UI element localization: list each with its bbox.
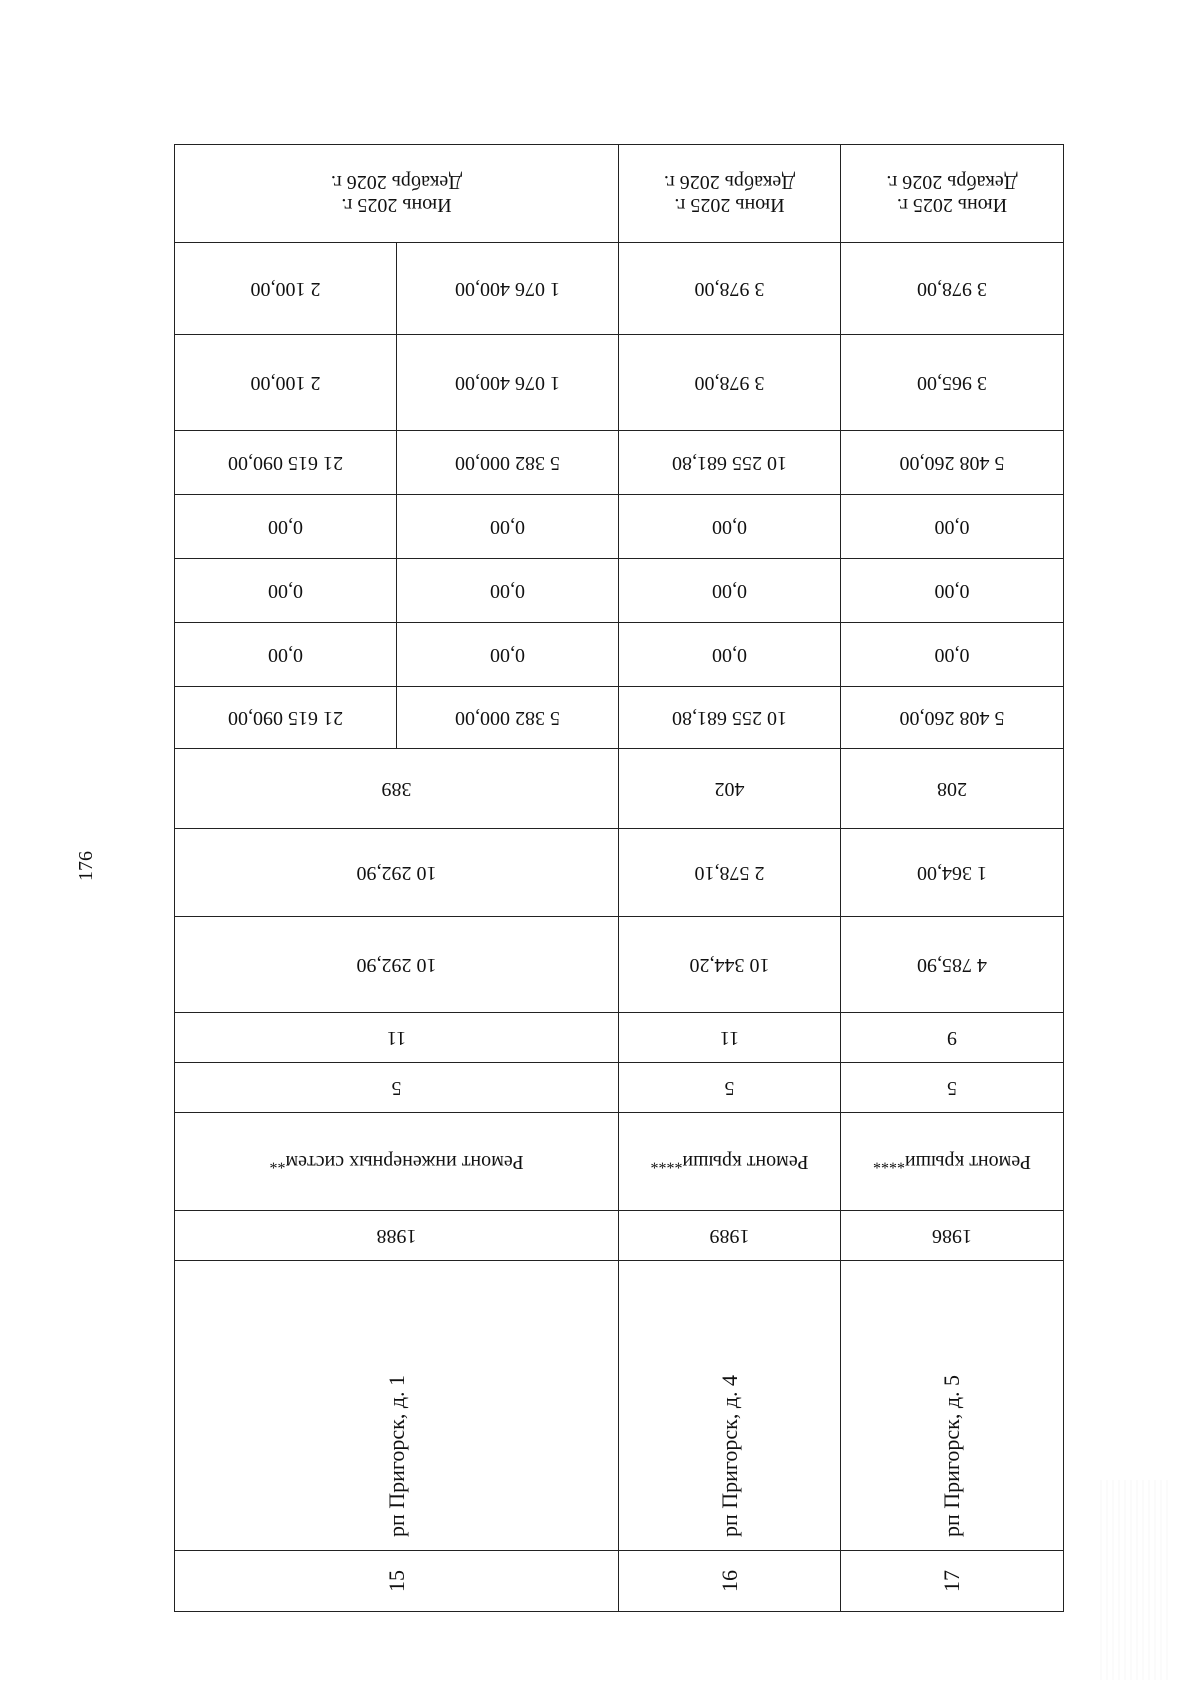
row-index: 17	[939, 1570, 964, 1592]
floors-cell	[619, 1063, 841, 1113]
period-end: Декабрь 2026 г.	[663, 171, 796, 194]
budget-region: 0,00	[712, 580, 747, 602]
budget-local-cell-a	[397, 495, 619, 559]
unit-cost-cell	[619, 335, 841, 431]
fund-cell	[841, 623, 1063, 687]
year: 1989	[709, 1225, 750, 1247]
entrances: 11	[719, 1027, 740, 1049]
area-total-cell	[175, 917, 619, 1013]
floors: 5	[947, 1077, 957, 1099]
area-total-cell	[841, 917, 1063, 1013]
limit-cell	[619, 243, 841, 335]
period-start: Июнь 2025 г.	[341, 194, 452, 217]
limit-cell-a	[397, 243, 619, 335]
budget-local: 0,00	[934, 516, 970, 538]
owners-cell	[841, 431, 1063, 495]
cost-total: 5 408 260,00	[899, 707, 1005, 729]
unit-cost-cell	[841, 335, 1063, 431]
budget-region-cell-a	[397, 559, 619, 623]
area-living-cell	[175, 829, 619, 917]
entrances: 11	[386, 1027, 407, 1049]
work-cell	[619, 1113, 841, 1211]
area-living: 10 292,90	[356, 862, 437, 884]
address-cell	[619, 1261, 841, 1551]
address-cell	[841, 1261, 1063, 1551]
cost-total-b: 21 615 090,00	[228, 707, 343, 729]
budget-region-cell	[619, 559, 841, 623]
fund-cell-a	[397, 623, 619, 687]
unit-cost-b: 2 100,00	[250, 372, 321, 394]
index-cell	[841, 1551, 1063, 1611]
unit-cost-a: 1 076 400,00	[455, 372, 560, 394]
row-index: 15	[383, 1570, 409, 1592]
area-total: 10 292,90	[356, 954, 437, 976]
area-living-cell	[841, 829, 1063, 917]
residents-cell	[841, 749, 1063, 829]
fund: 0,00	[712, 644, 747, 666]
limit-cell-b	[175, 243, 397, 335]
address: рп Пригорск, д. 1	[384, 1374, 409, 1537]
cost-total-cell-a	[397, 687, 619, 749]
owners-a: 5 382 000,00	[455, 452, 560, 474]
unit-cost-cell-b	[175, 335, 397, 431]
period-start: Июнь 2025 г.	[896, 194, 1008, 217]
year-cell	[841, 1211, 1063, 1261]
budget-region-a: 0,00	[490, 580, 525, 602]
limit-b: 2 100,00	[250, 278, 321, 300]
work-cell	[841, 1113, 1063, 1211]
scan-artifact	[1100, 1480, 1170, 1680]
work-mark: **	[269, 1153, 286, 1171]
year: 1988	[376, 1225, 417, 1247]
budget-local-cell	[841, 495, 1063, 559]
fund-cell-b	[175, 623, 397, 687]
budget-local-cell	[619, 495, 841, 559]
owners-cell-b	[175, 431, 397, 495]
entrances-cell	[841, 1013, 1063, 1063]
period-end: Декабрь 2026 г.	[886, 171, 1018, 194]
entrances-cell	[175, 1013, 619, 1063]
index-cell	[619, 1551, 841, 1611]
work-mark: ****	[872, 1153, 905, 1171]
fund-a: 0,00	[490, 644, 525, 666]
address: рп Пригорск, д. 4	[717, 1374, 742, 1537]
work-type: Ремонт крыши	[904, 1151, 1032, 1173]
floors-cell	[175, 1063, 619, 1113]
work-cell	[175, 1113, 619, 1211]
cost-total-cell-b	[175, 687, 397, 749]
residents: 208	[937, 778, 967, 800]
work-type: Ремонт крыши	[682, 1151, 809, 1173]
period-cell	[619, 145, 841, 243]
owners-cell	[619, 431, 841, 495]
index-cell	[175, 1551, 619, 1611]
fund-b: 0,00	[268, 644, 303, 666]
floors: 5	[391, 1077, 402, 1099]
owners-cell-a	[397, 431, 619, 495]
period-start: Июнь 2025 г.	[674, 194, 785, 217]
cost-total: 10 255 681,80	[672, 707, 787, 729]
area-living: 1 364,00	[917, 862, 987, 884]
cost-total-a: 5 382 000,00	[455, 707, 560, 729]
year-cell	[619, 1211, 841, 1261]
cost-total-cell	[619, 687, 841, 749]
row-index: 16	[716, 1570, 742, 1592]
cost-total-cell	[841, 687, 1063, 749]
works-table	[174, 144, 1064, 1612]
address-cell	[175, 1261, 619, 1551]
area-total-cell	[619, 917, 841, 1013]
area-living-cell	[619, 829, 841, 917]
budget-region-cell-b	[175, 559, 397, 623]
residents: 389	[381, 778, 412, 800]
unit-cost-cell-a	[397, 335, 619, 431]
residents-cell	[619, 749, 841, 829]
owners: 5 408 260,00	[899, 452, 1005, 474]
budget-region-cell	[841, 559, 1063, 623]
unit-cost: 3 965,00	[917, 372, 987, 394]
work-mark: ****	[650, 1153, 683, 1171]
budget-region-b: 0,00	[268, 580, 303, 602]
page-number: 176	[75, 851, 97, 881]
owners-b: 21 615 090,00	[228, 452, 343, 474]
entrances: 9	[947, 1027, 957, 1049]
area-living: 2 578,10	[694, 862, 765, 884]
limit-cell	[841, 243, 1063, 335]
year-cell	[175, 1211, 619, 1261]
period-end: Декабрь 2026 г.	[330, 171, 463, 194]
table-row-16	[619, 145, 841, 1611]
address: рп Пригорск, д. 5	[939, 1374, 964, 1537]
residents-cell	[175, 749, 619, 829]
table-row-17	[841, 145, 1063, 1611]
limit: 3 978,00	[694, 278, 765, 300]
fund: 0,00	[934, 644, 970, 666]
period-cell	[175, 145, 619, 243]
unit-cost: 3 978,00	[694, 372, 765, 394]
period-cell	[841, 145, 1063, 243]
budget-local: 0,00	[712, 516, 747, 538]
entrances-cell	[619, 1013, 841, 1063]
work-type: Ремонт инженерных систем	[285, 1151, 524, 1173]
table-row-15	[175, 145, 619, 1611]
budget-local-b: 0,00	[268, 516, 303, 538]
fund-cell	[619, 623, 841, 687]
floors-cell	[841, 1063, 1063, 1113]
residents: 402	[714, 778, 745, 800]
limit-a: 1 076 400,00	[455, 278, 560, 300]
floors: 5	[724, 1077, 735, 1099]
budget-local-a: 0,00	[490, 516, 525, 538]
budget-local-cell-b	[175, 495, 397, 559]
limit: 3 978,00	[917, 278, 987, 300]
owners: 10 255 681,80	[672, 452, 787, 474]
budget-region: 0,00	[934, 580, 970, 602]
area-total: 4 785,90	[917, 954, 987, 976]
year: 1986	[932, 1225, 972, 1247]
area-total: 10 344,20	[689, 954, 770, 976]
